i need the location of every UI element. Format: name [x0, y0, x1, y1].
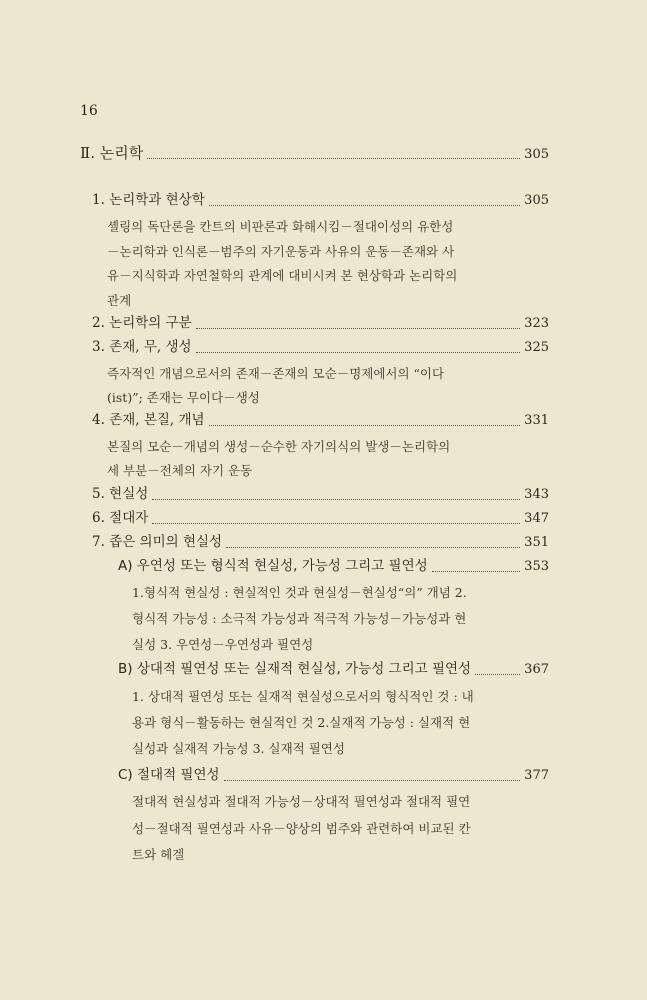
subsection-page: 367	[524, 662, 549, 677]
page-number: 16	[80, 103, 98, 119]
chapter-title: Ⅱ. 논리학	[80, 144, 144, 162]
toc-section-1	[92, 190, 549, 211]
section-page: 343	[524, 487, 549, 502]
section-title: 7. 좁은 의미의 현실성	[92, 534, 223, 550]
toc-chapter	[80, 143, 549, 165]
toc-section-2	[92, 313, 549, 334]
dot-leader	[475, 673, 520, 675]
section-title: 2. 논리학의 구분	[92, 315, 192, 331]
dot-leader	[147, 157, 520, 159]
dot-leader	[152, 522, 520, 524]
dot-leader	[152, 498, 520, 500]
subsection-summary-line: 실성과 실재적 가능성 3. 실재적 필연성	[132, 741, 345, 756]
dot-leader	[224, 779, 521, 781]
section-page: 305	[524, 193, 549, 208]
dot-leader	[226, 546, 520, 548]
chapter-page: 305	[524, 147, 549, 162]
section-summary-line: 즉자적인 개념으로서의 존재－존재의 모순－명제에서의 “이다	[107, 366, 445, 381]
dot-leader	[196, 351, 521, 353]
subsection-summary-line: 실성 3. 우연성－우연성과 필연성	[132, 637, 314, 652]
section-title: 1. 논리학과 현상학	[92, 192, 205, 208]
subsection-summary-line: 트와 헤겔	[132, 847, 185, 862]
section-summary-line: 셸링의 독단론을 칸트의 비판론과 화해시킴－절대이성의 유한성	[107, 219, 454, 234]
dot-leader	[209, 424, 521, 426]
toc-subsection-c	[118, 765, 549, 786]
dot-leader	[209, 204, 520, 206]
subsection-summary-line: 절대적 현실성과 절대적 가능성－상대적 필연성과 절대적 필연	[132, 794, 471, 809]
subsection-page: 353	[524, 559, 549, 574]
dot-leader	[196, 327, 520, 329]
section-page: 351	[524, 535, 549, 550]
toc-section-4	[92, 410, 549, 431]
section-summary-line: 세 부분－전체의 자기 운동	[107, 463, 253, 478]
section-title: 4. 존재, 본질, 개념	[92, 412, 205, 428]
toc-section-6	[92, 508, 549, 529]
toc-section-3	[92, 337, 549, 358]
subsection-summary-line: 1.형식적 현실성 : 현실적인 것과 현실성－현실성“의” 개념 2.	[132, 585, 467, 600]
section-title: 3. 존재, 무, 생성	[92, 339, 192, 355]
section-summary-line: (ist)”; 존재는 무이다－생성	[107, 390, 260, 405]
subsection-title: C) 절대적 필연성	[118, 767, 220, 783]
section-summary-line: 유－지식학과 자연철학의 관계에 대비시켜 본 현상학과 논리학의	[107, 268, 458, 283]
subsection-summary-line: 성－절대적 필연성과 사유－양상의 범주와 관련하여 비교된 칸	[132, 821, 471, 836]
section-page: 325	[524, 340, 549, 355]
toc-subsection-a	[118, 556, 549, 577]
section-summary-line: 본질의 모순－개념의 생성－순수한 자기의식의 발생－논리학의	[107, 439, 451, 454]
toc-section-7	[92, 532, 549, 553]
section-page: 347	[524, 511, 549, 526]
section-title: 6. 절대자	[92, 510, 149, 526]
section-page: 323	[524, 316, 549, 331]
subsection-title: A) 우연성 또는 형식적 현실성, 가능성 그리고 필연성	[118, 558, 428, 574]
subsection-summary-line: 형식적 가능성 : 소극적 가능성과 적극적 가능성－가능성과 현	[132, 611, 467, 626]
toc-section-5	[92, 484, 549, 505]
dot-leader	[432, 570, 521, 572]
subsection-page: 377	[524, 768, 549, 783]
subsection-title: B) 상대적 필연성 또는 실재적 현실성, 가능성 그리고 필연성	[118, 661, 472, 677]
subsection-summary-line: 용과 형식－활동하는 현실적인 것 2.실재적 가능성 : 실재적 현	[132, 715, 471, 730]
section-title: 5. 현실성	[92, 486, 149, 502]
section-summary-line: －논리학과 인식론－범주의 자기운동과 사유의 운동－존재와 사	[107, 244, 455, 259]
section-summary-line: 관계	[107, 293, 132, 308]
toc-subsection-b	[118, 659, 549, 680]
section-page: 331	[524, 413, 549, 428]
subsection-summary-line: 1. 상대적 필연성 또는 실재적 현실성으로서의 형식적인 것 : 내	[132, 689, 474, 704]
